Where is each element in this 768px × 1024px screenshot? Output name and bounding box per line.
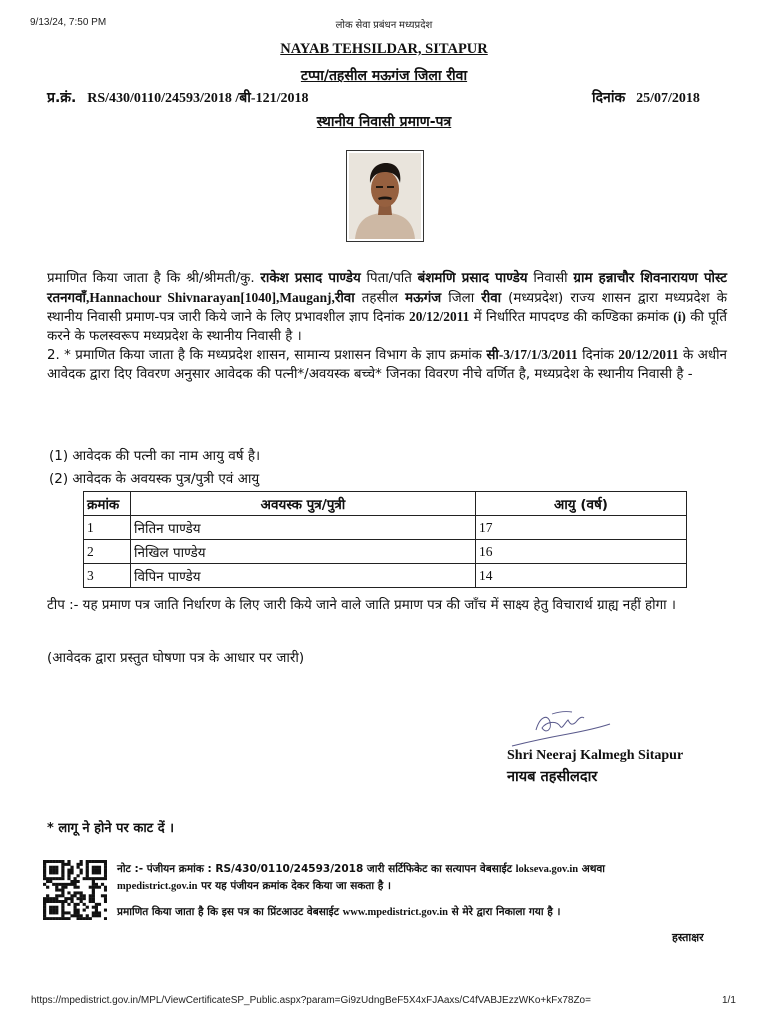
mpedistrict-link[interactable]: mpedistrict.gov.in xyxy=(117,881,198,892)
address: ग्राम हन्नाचौर शिवनारायण पोस्ट रतनगवाँ xyxy=(47,271,727,306)
children-table xyxy=(83,491,687,588)
print-url: https://mpedistrict.gov.in/MPL/ViewCertificateSP_Public.aspx?param=Gi9zUdngBeF5X4xFJAaxs/C4fVABJEzzWKo+kFx78Zo= xyxy=(31,995,591,1006)
signatory-designation: नायब तहसीलदार xyxy=(507,769,598,785)
text: (मध्यप्रदेश) राज्य शासन द्वारा मध्यप्रदेश के स्थानीय निवासी प्रमाण-पत्र जारी किये जाने के लिए प्रभावशील ज्ञाप दिनांक xyxy=(47,290,728,325)
text: जिला xyxy=(441,290,482,306)
table-cell: 17 xyxy=(476,516,687,540)
applicant-name: राकेश प्रसाद पाण्डेय xyxy=(260,271,361,286)
qr-code-icon xyxy=(43,860,107,920)
item-children: (2) आवेदक के अवयस्क पुत्र/पुत्री एवं आयु xyxy=(49,471,260,487)
mpedistrict-www-link[interactable]: www.mpedistrict.gov.in xyxy=(342,907,448,918)
text: दिनांक xyxy=(577,348,619,363)
office-name: NAYAB TEHSILDAR, SITAPUR xyxy=(280,41,488,57)
column-header: आयु (वर्ष) xyxy=(476,492,687,516)
signatory-name: Shri Neeraj Kalmegh Sitapur xyxy=(507,748,684,763)
table-cell: 1 xyxy=(84,516,131,540)
notification-date: 20/12/2011 xyxy=(409,309,470,324)
table-cell: 16 xyxy=(476,540,687,564)
signature-label: हस्ताक्षर xyxy=(672,931,704,944)
text: 2. * प्रमाणित किया जाता है कि मध्यप्रदेश शासन, सामान्य प्रशासन विभाग के ज्ञाप क्रमांक xyxy=(47,348,487,363)
table-cell: नितिन पाण्डेय xyxy=(131,516,476,540)
tehsil: मऊगंज xyxy=(405,290,442,306)
text: नोट :- पंजीयन क्रमांक : RS/430/0110/24593/2018 जारी सर्टिफिकेट का सत्यापन वेबसाईट xyxy=(117,863,516,875)
office-location: टप्पा/तहसील मऊगंज जिला रीवा xyxy=(300,68,468,84)
ref-label: प्र.क्रं. xyxy=(47,90,77,106)
person-photo-icon xyxy=(349,153,421,239)
tip-note: टीप :- यह प्रमाण पत्र जाति निर्धारण के लिए जारी किये जाने वाले जाति प्रमाण पत्र की जाँच में साक्ष्य हेतु विचारार्थ ग्राह्य नहीं होगा । xyxy=(47,598,676,613)
table-header-row xyxy=(84,492,687,516)
table-row xyxy=(84,516,687,540)
date-value: 25/07/2018 xyxy=(636,91,700,106)
print-page-title: लोक सेवा प्रबंधन मध्यप्रदेश xyxy=(335,20,433,31)
column-header: क्रमांक xyxy=(84,492,131,516)
text: पर यह पंजीयन क्रमांक देकर किया जा सकता है । xyxy=(197,880,391,892)
table-row xyxy=(84,540,687,564)
date-label: दिनांक xyxy=(592,90,626,106)
certificate-title: स्थानीय निवासी प्रमाण-पत्र xyxy=(316,114,452,130)
ref-number: RS/430/0110/24593/2018 /बी-121/2018 xyxy=(87,91,309,106)
table-cell: 2 xyxy=(84,540,131,564)
print-page-number: 1/1 xyxy=(722,995,736,1006)
clause-number: (i) xyxy=(673,309,686,324)
address-english: ,Hannachour Shivnarayan[1040],Mauganj, xyxy=(86,289,335,305)
text: पिता/पति xyxy=(360,271,418,286)
text: से मेरे द्वारा निकाला गया है । xyxy=(447,906,561,918)
memo-date: 20/12/2011 xyxy=(618,347,679,362)
column-header: अवयस्क पुत्र/पुत्री xyxy=(131,492,476,516)
text: की पूर्ति करने के फलस्वरूप मध्यप्रदेश के स्थानीय निवासी है । xyxy=(47,310,727,344)
text: में निर्धारित मापदण्ड की कण्डिका क्रमांक xyxy=(469,310,674,325)
table-cell: विपिन पाण्डेय xyxy=(131,564,476,588)
reference-number xyxy=(47,88,308,107)
text: के अधीन आवेदक द्वारा दिए विवरण अनुसार आवेदक की पत्नी*/अवयस्क बच्चे* जिनका विवरण नीचे वर्णित है, मध्यप्रदेश के स्थानीय निवासी है - xyxy=(47,348,727,382)
table-cell: 3 xyxy=(84,564,131,588)
reference-date xyxy=(592,88,700,107)
strike-note: * लागू ने होने पर काट दें । xyxy=(47,821,175,836)
text: प्रमाणित किया जाता है कि इस पत्र का प्रिंटआउट वेबसाईट xyxy=(117,906,343,918)
signature-image xyxy=(506,708,616,753)
paragraph-1 xyxy=(47,270,727,384)
verification-note-line-1 xyxy=(117,861,605,878)
issued-basis: (आवेदक द्वारा प्रस्तुत घोषणा पत्र के आधार पर जारी) xyxy=(47,650,305,666)
text: तहसील xyxy=(354,290,406,306)
table-cell: निखिल पाण्डेय xyxy=(131,540,476,564)
district: रीवा xyxy=(334,290,355,306)
table-row xyxy=(84,564,687,588)
lokseva-link[interactable]: lokseva.gov.in xyxy=(515,864,579,875)
father-name: बंशमणि प्रसाद पाण्डेय xyxy=(417,271,528,286)
table-cell: 14 xyxy=(476,564,687,588)
district-2: रीवा xyxy=(481,290,502,306)
memo-number: सी-3/17/1/3/2011 xyxy=(486,347,578,362)
item-wife: (1) आवेदक की पत्नी का नाम आयु वर्ष है। xyxy=(49,448,261,464)
print-datetime: 9/13/24, 7:50 PM xyxy=(30,17,107,28)
text: अथवा xyxy=(578,863,606,875)
applicant-photo xyxy=(346,150,424,242)
printout-note xyxy=(117,904,560,921)
verification-note-line-2 xyxy=(117,878,391,895)
text: प्रमाणित किया जाता है कि श्री/श्रीमती/कु. xyxy=(47,271,261,286)
text: निवासी xyxy=(527,271,574,286)
